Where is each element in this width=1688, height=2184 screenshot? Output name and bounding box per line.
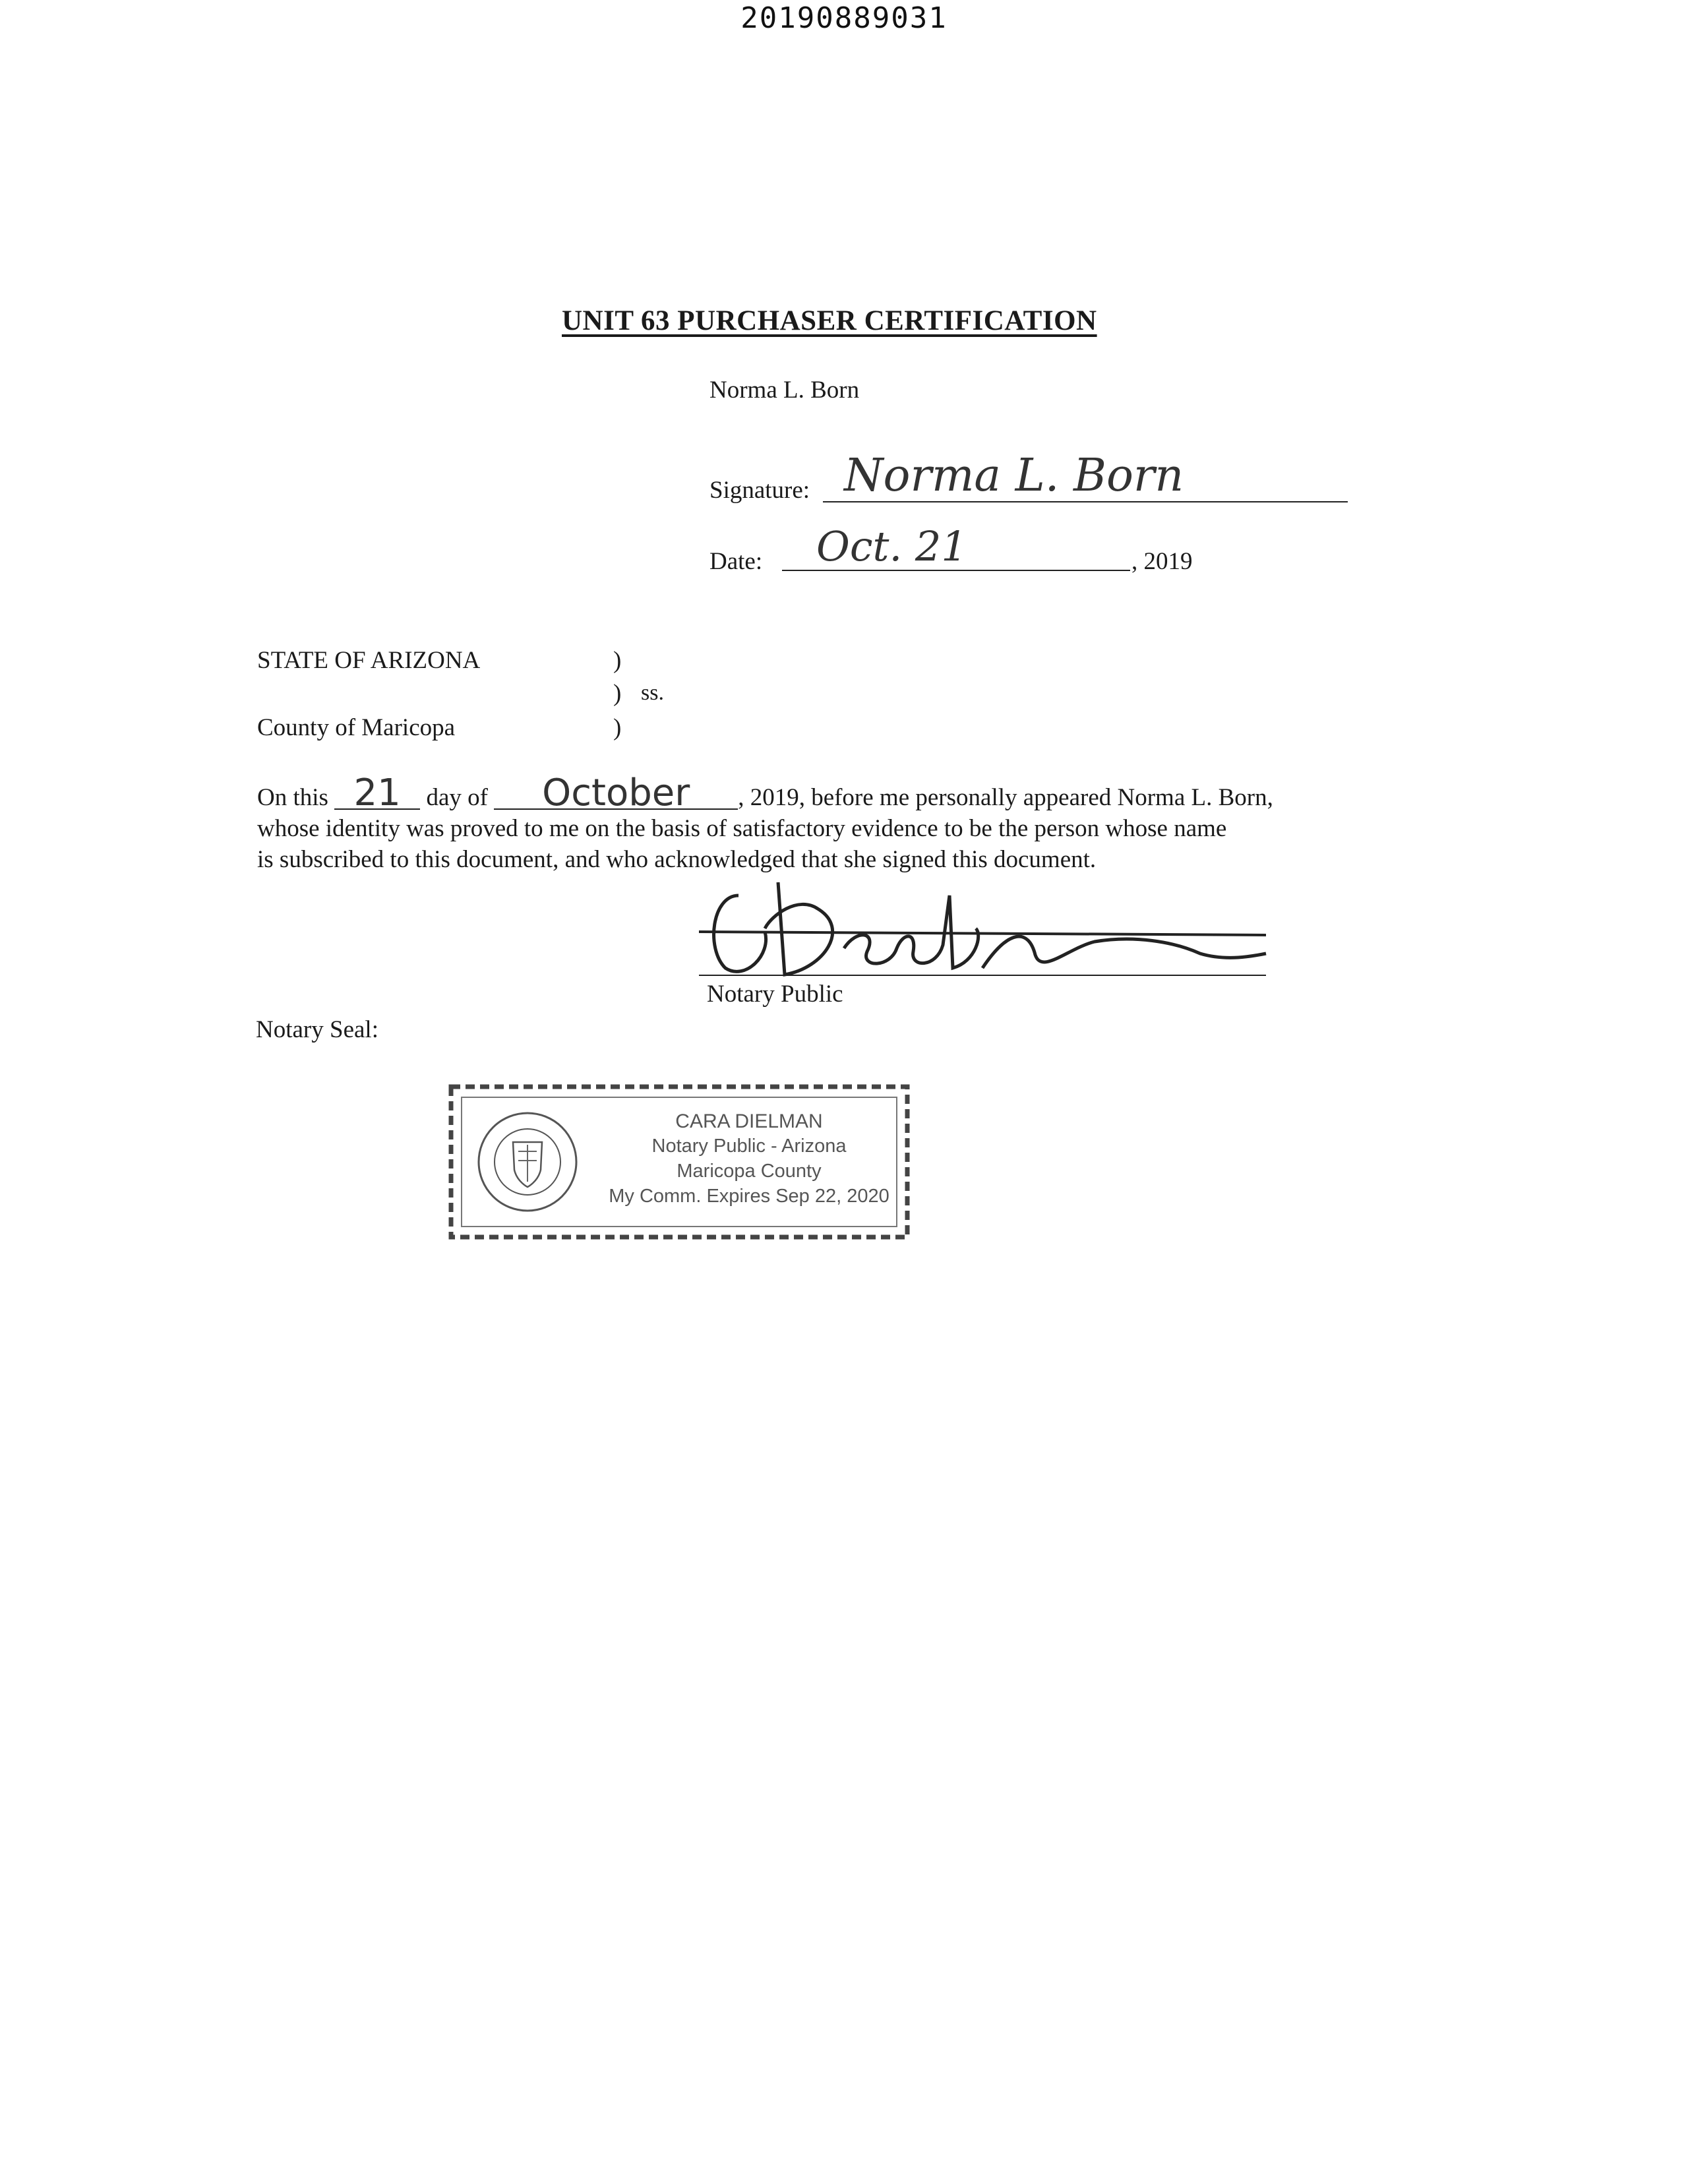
- document-title: UNIT 63 PURCHASER CERTIFICATION: [562, 305, 1097, 336]
- stamp-notary-name: CARA DIELMAN: [675, 1110, 823, 1132]
- purchaser-name: Norma L. Born: [709, 377, 860, 404]
- acknowledgment-line-2: whose identity was proved to me on the basis of satisfactory evidence to be the person whose name: [257, 815, 1227, 842]
- day-handwritten: 21: [334, 778, 420, 810]
- stamp-notary-title: Notary Public - Arizona: [651, 1136, 847, 1157]
- venue-paren-bottom: ): [613, 714, 622, 741]
- notary-stamp: [448, 1075, 910, 1248]
- acknowledgment-line-1: [257, 772, 1437, 814]
- purchaser-signature: Norma L. Born: [844, 450, 1184, 502]
- venue-ss: ss.: [641, 681, 664, 705]
- document-number: 20190889031: [740, 1, 948, 35]
- day-of-text: day of: [426, 784, 488, 811]
- date-label: Date:: [709, 548, 763, 575]
- on-this-text: On this: [257, 784, 328, 811]
- stamp-commission-expiry: My Comm. Expires Sep 22, 2020: [609, 1186, 889, 1207]
- stamp-county: Maricopa County: [677, 1161, 822, 1182]
- notary-signature-line: [699, 975, 1266, 976]
- venue-paren-top: ): [613, 647, 622, 674]
- notary-seal-label: Notary Seal:: [256, 1016, 378, 1043]
- notary-public-label: Notary Public: [707, 981, 843, 1008]
- venue-paren-mid: ): [613, 680, 622, 707]
- acknowledgment-paragraph: [257, 772, 1437, 875]
- acknowledgment-line-3: is subscribed to this document, and who acknowledged that she signed this document.: [257, 846, 1097, 873]
- month-handwritten: October: [494, 778, 738, 810]
- notary-signature: [699, 869, 1279, 988]
- venue-state: STATE OF ARIZONA: [257, 647, 481, 674]
- venue-county: County of Maricopa: [257, 714, 456, 741]
- state-seal-icon: [475, 1109, 580, 1215]
- acknowledgment-line-1-rest: , 2019, before me personally appeared Norma L. Born,: [738, 784, 1273, 811]
- date-year: , 2019: [1131, 548, 1193, 575]
- signature-label: Signature:: [709, 477, 810, 504]
- date-handwritten: Oct. 21: [816, 522, 967, 570]
